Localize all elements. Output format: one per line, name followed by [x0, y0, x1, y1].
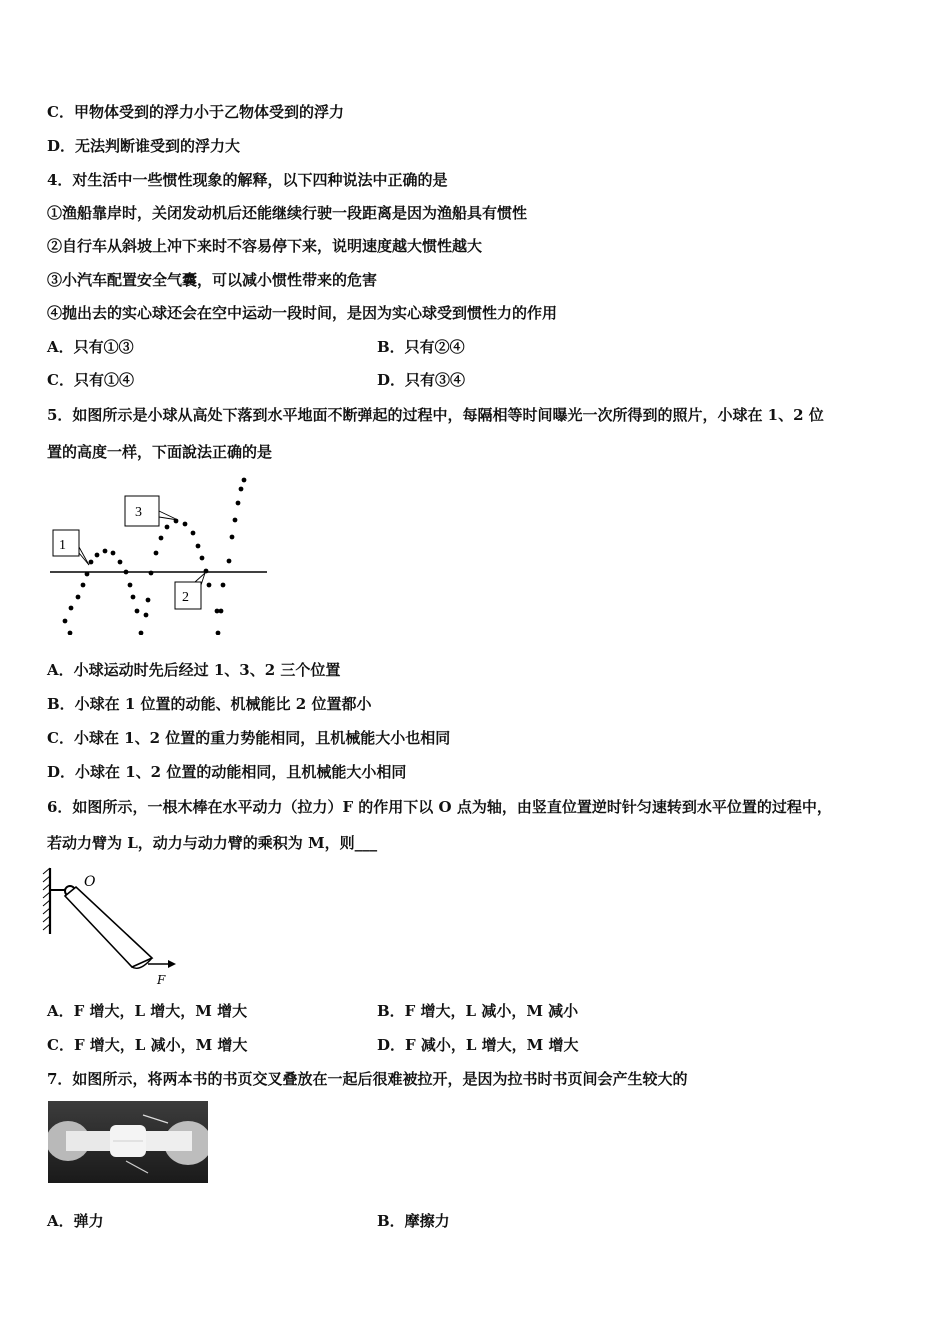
- q6-option-d: D．F 减小，L 增大，M 增大: [377, 1036, 579, 1054]
- q4-statement-3: ③小汽车配置安全气囊，可以减小惯性带来的危害: [47, 271, 378, 289]
- q4-stem: 4．对生活中一些惯性现象的解释，以下四种说法中正确的是: [47, 171, 448, 189]
- q4-option-b: B．只有②④: [377, 338, 465, 356]
- q3-option-d: D．无法判断谁受到的浮力大: [47, 137, 241, 155]
- q5-option-a: A．小球运动时先后经过 1、3、2 三个位置: [47, 661, 341, 679]
- q5-option-b: B．小球在 1 位置的动能、机械能比 2 位置都小: [47, 695, 372, 713]
- q3-option-c: C．甲物体受到的浮力小于乙物体受到的浮力: [47, 103, 344, 121]
- q5-option-c: C．小球在 1、2 位置的重力势能相同，且机械能大小也相同: [47, 729, 451, 747]
- q7-stem: 7．如图所示，将两本书的书页交叉叠放在一起后很难被拉开，是因为拉书时书页间会产生较大的: [47, 1070, 688, 1088]
- q6-option-a: A．F 增大，L 增大，M 增大: [47, 1002, 248, 1020]
- label-2: 2: [182, 590, 189, 605]
- q5-stem-line2: 置的高度一样，下面說法正确的是: [47, 443, 273, 461]
- label-o: O: [84, 874, 96, 890]
- interleaved-books-photo: [48, 1101, 208, 1183]
- lever-figure: [40, 864, 180, 989]
- q4-option-d: D．只有③④: [377, 371, 466, 389]
- q4-statement-1: ①渔船靠岸时，关闭发动机后还能继续行驶一段距离是因为渔船具有惯性: [47, 204, 528, 222]
- label-1: 1: [59, 538, 66, 553]
- q6-option-b: B．F 增大，L 减小，M 减小: [377, 1002, 579, 1020]
- label-f: F: [157, 973, 166, 987]
- q4-statement-2: ②自行车从斜坡上冲下来时不容易停下来，说明速度越大惯性越大: [47, 237, 483, 255]
- label-3: 3: [135, 505, 142, 520]
- q4-statement-4: ④抛出去的实心球还会在空中运动一段时间，是因为实心球受到惯性力的作用: [47, 304, 558, 322]
- q6-stem-line1: 6．如图所示，一根木棒在水平动力（拉力）F 的作用下以 O 点为轴，由竖直位置逆时针匀速转到水平位置的过程中，: [47, 798, 832, 816]
- q7-option-a: A．弹力: [47, 1212, 104, 1230]
- wooden-rod: [65, 887, 152, 967]
- label-1-box: [53, 530, 79, 556]
- q5-option-d: D．小球在 1、2 位置的动能相同，且机械能大小相同: [47, 763, 407, 781]
- q6-stem-line2: 若动力臂为 L，动力与动力臂的乘积为 M，则___: [47, 834, 378, 852]
- label-3-box: [125, 496, 159, 526]
- bouncing-ball-figure: [45, 475, 270, 635]
- q4-option-a: A．只有①③: [47, 338, 134, 356]
- q6-option-c: C．F 增大，L 减小，M 增大: [47, 1036, 248, 1054]
- q7-option-b: B．摩擦力: [377, 1212, 450, 1230]
- q5-stem-line1: 5．如图所示是小球从高处下落到水平地面不断弹起的过程中，每隔相等时间曝光一次所得到的照片，小球在 1、2 位: [47, 406, 824, 424]
- q4-option-c: C．只有①④: [47, 371, 134, 389]
